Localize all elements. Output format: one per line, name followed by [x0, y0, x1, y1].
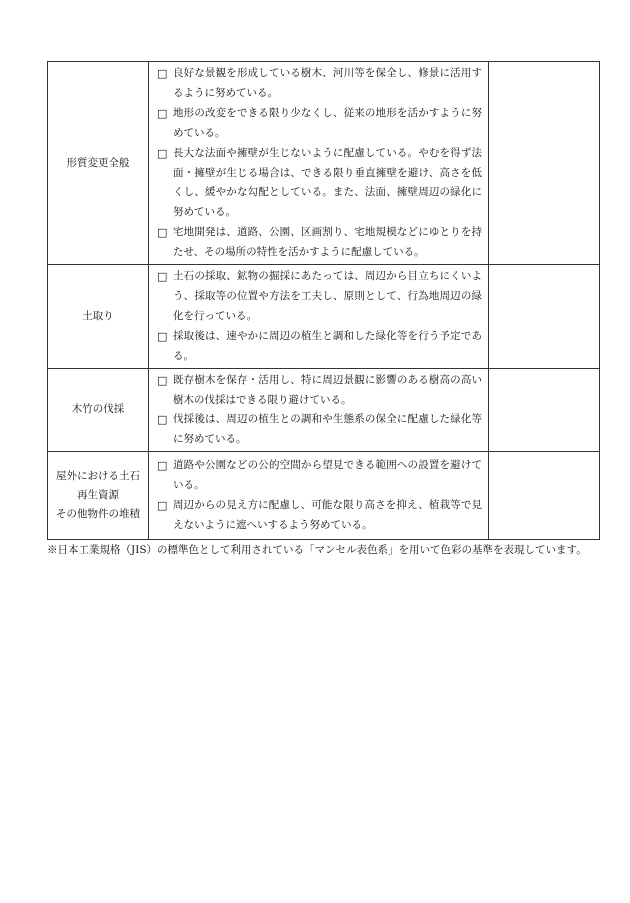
check-column-cell [489, 62, 600, 265]
category-line: 屋外における土石 [56, 470, 140, 483]
check-item [157, 64, 482, 104]
category-cell: 土取り [48, 265, 149, 369]
check-item [157, 371, 482, 411]
items-cell [149, 62, 489, 265]
table-row [48, 452, 600, 540]
checkbox-icon[interactable]: □ [157, 67, 168, 80]
item-text: 道路や公園などの公的空間から望見できる範囲への設置を避けている。 [173, 459, 482, 492]
item-text: 周辺からの見え方に配慮し、可能な限り高さを抑え、植栽等で見えないように遮へいするよう努めている。 [173, 499, 482, 532]
item-text: 土石の採取、鉱物の掘採にあたっては、周辺から目立ちにくいよう、採取等の位置や方法を工夫し、原則として、行為地周辺の緑化を行っている。 [173, 270, 482, 322]
category-line: 再生資源 [77, 489, 119, 502]
checkbox-icon[interactable]: □ [157, 106, 168, 120]
items-cell [149, 368, 489, 452]
item-text: 宅地開発は、道路、公園、区画割り、宅地規模などにゆとりを持たせ、その場所の特性を活かすように配慮している。 [173, 226, 482, 259]
checkbox-icon[interactable]: □ [157, 329, 168, 343]
item-text: 良好な景観を形成している樹木、河川等を保全し、修景に活用するように努めている。 [173, 67, 482, 99]
check-column-cell [489, 452, 600, 540]
landscape-criteria-table [47, 61, 600, 540]
check-item [157, 144, 482, 224]
checkbox-icon[interactable]: □ [157, 226, 168, 240]
item-text: 地形の改変をできる限り少なくし、従来の地形を活かすように努めている。 [173, 106, 482, 139]
checkbox-icon[interactable]: □ [157, 373, 168, 387]
check-item [157, 267, 482, 327]
checkbox-icon[interactable]: □ [157, 270, 168, 284]
item-text: 採取後は、速やかに周辺の植生と調和した緑化等を行う予定である。 [173, 329, 482, 362]
check-column-cell [489, 368, 600, 452]
footnote: ※日本工業規格（JIS）の標準色として利用されている「マンセル表色系」を用いて色彩の基準を表現しています。 [47, 544, 587, 556]
checkbox-icon[interactable]: □ [157, 146, 168, 160]
table-row [48, 265, 600, 369]
category-cell: 木竹の伐採 [48, 368, 149, 452]
item-text: 伐採後は、周辺の植生との調和や生態系の保全に配慮した緑化等に努めている。 [173, 413, 482, 446]
checkbox-icon[interactable]: □ [157, 499, 168, 513]
check-item [157, 456, 482, 496]
checkbox-icon[interactable]: □ [157, 413, 168, 427]
category-line: その他物件の堆積 [56, 508, 140, 521]
check-item [157, 104, 482, 144]
checkbox-icon[interactable]: □ [157, 459, 168, 473]
check-item [157, 496, 482, 536]
item-text: 長大な法面や擁壁が生じないように配慮している。やむを得ず法面・擁壁が生じる場合は、できる限り垂直擁壁を避け、高さを低くし、緩やかな勾配としている。また、法面、擁壁周辺の緑化に努めている。 [173, 146, 482, 219]
item-text: 既存樹木を保存・活用し、特に周辺景観に影響のある樹高の高い樹木の伐採はできる限り避けている。 [173, 373, 482, 406]
table-row [48, 368, 600, 452]
check-item [157, 410, 482, 450]
check-item [157, 327, 482, 367]
items-cell [149, 452, 489, 540]
category-cell: 形質変更全般 [48, 62, 149, 265]
items-cell [149, 265, 489, 369]
table-row [48, 62, 600, 265]
check-column-cell [489, 265, 600, 369]
check-item [157, 223, 482, 263]
category-cell [48, 452, 149, 540]
